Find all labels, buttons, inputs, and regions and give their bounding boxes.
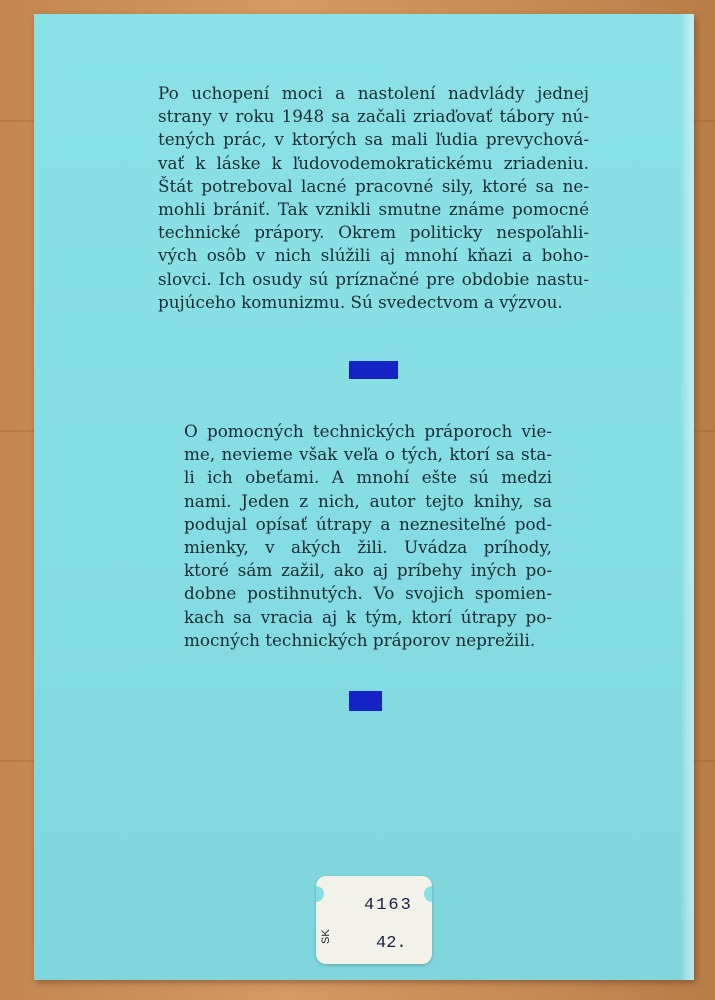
book-back-cover xyxy=(34,14,694,980)
blurb-line: O pomocných technických práporoch vie- xyxy=(184,421,552,441)
blurb-line: tených prác, v ktorých sa mali ľudia prevychová- xyxy=(158,129,589,150)
blurb-line: pujúceho komunizmu. Sú svedectvom a výzvou. xyxy=(158,291,563,312)
blurb-line: nami. Jeden z nich, autor tejto knihy, sa xyxy=(184,490,552,511)
blurb-line: mohli brániť. Tak vznikli smutne známe pomocné xyxy=(158,199,589,220)
blurb-line: me, nevieme však veľa o tých, ktorí sa sta- xyxy=(184,444,552,465)
sticker-sub-number: 42. xyxy=(376,934,407,953)
blurb-line: vých osôb v nich slúžili aj mnohí kňazi a boho- xyxy=(158,245,589,266)
blurb-line: technické prápory. Okrem politicky nespoľahli- xyxy=(158,222,589,243)
blurb-line: kach sa vracia aj k tým, ktorí útrapy po- xyxy=(184,606,552,627)
blurb-line: vať k láske k ľudovodemokratickému zriadeniu. xyxy=(158,152,589,173)
blurb-line: mienky, v akých žili. Uvádza príhody, xyxy=(184,537,552,558)
sticker-number: 4163 xyxy=(364,896,413,915)
blurb-line: podujal opísať útrapy a neznesiteľné pod- xyxy=(184,513,552,534)
blurb-line: li ich obeťami. A mnohí ešte sú medzi xyxy=(184,467,552,488)
blurb-paragraph-2 xyxy=(184,420,552,652)
library-label-sticker xyxy=(316,876,432,964)
blurb-line: ktoré sám zažil, ako aj príbehy iných po- xyxy=(184,560,552,581)
blurb-line: Štát potreboval lacné pracovné sily, ktoré sa ne- xyxy=(158,175,589,196)
blue-divider-block xyxy=(349,691,382,711)
blurb-paragraph-1 xyxy=(158,82,589,314)
sticker-code: SK xyxy=(320,929,332,944)
blurb-line: strany v roku 1948 sa začali zriaďovať tábory nú- xyxy=(158,106,589,127)
blue-divider-block xyxy=(349,361,398,379)
blurb-line: dobne postihnutých. Vo svojich spomien- xyxy=(184,583,552,604)
blurb-line: Po uchopení moci a nastolení nadvlády jednej xyxy=(158,83,589,103)
blurb-line: slovci. Ich osudy sú príznačné pre obdobie nastu- xyxy=(158,268,589,289)
cover-edge xyxy=(680,14,694,980)
blurb-line: mocných technických práporov neprežili. xyxy=(184,629,536,650)
